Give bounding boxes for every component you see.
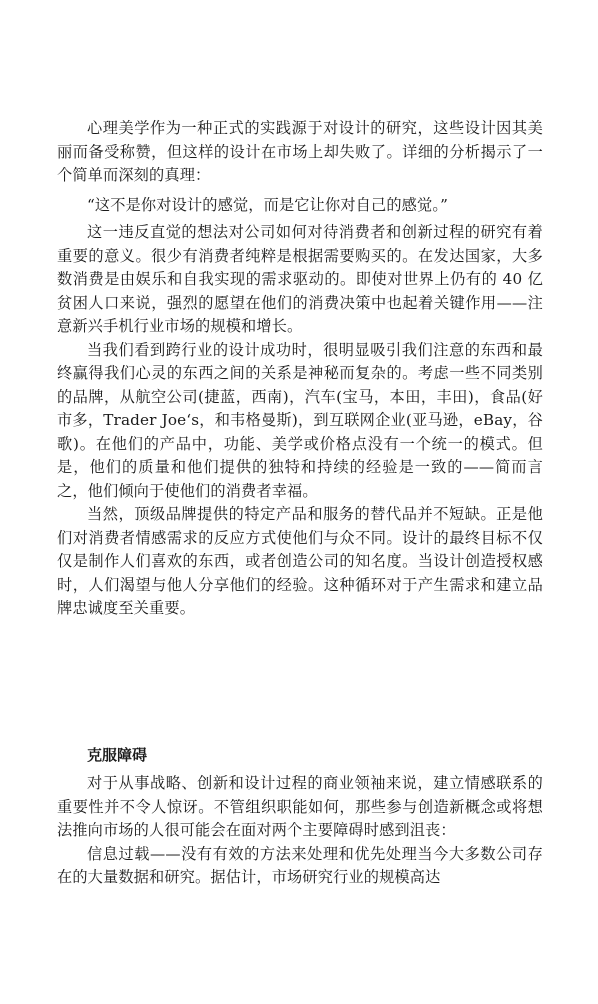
paragraph: 心理美学作为一种正式的实践源于对设计的研究，这些设计因其美丽而备受称赞，但这样的设计在市场上却失败了。详细的分析揭示了一个简单而深刻的真理： xyxy=(57,119,543,184)
section-heading: 克服障碍 xyxy=(87,746,148,764)
main-text xyxy=(57,117,543,621)
paragraph: 对于从事战略、创新和设计过程的商业领袖来说，建立情感联系的重要性并不令人惊讶。不管组织职能如何，那些参与创造新概念或将想法推向市场的人很可能会在面对两个主要障碍时感到沮丧： xyxy=(57,774,543,839)
paragraph: 当然，顶级品牌提供的特定产品和服务的替代品并不短缺。正是他们对消费者情感需求的反应方式使他们与众不同。设计的最终目标不仅仅是制作人们喜欢的东西，或者创造公司的知名度。当设计创造授权感时，人们渴望与他人分享他们的经验。这种循环对于产生需求和建立品牌忠诚度至关重要。 xyxy=(57,505,543,617)
quote-paragraph: “这不是你对设计的感觉，而是它让你对自己的感觉。” xyxy=(87,195,448,214)
paragraph: 当我们看到跨行业的设计成功时，很明显吸引我们注意的东西和最终赢得我们心灵的东西之间的关系是神秘而复杂的。考虑一些不同类别的品牌，从航空公司(捷蓝，西南)，汽车(宝马，本田，丰田)，食品(好市多，Trader Joe‘s，和韦格曼斯)，到互联网企业(亚马逊，eBay，谷歌)。在他们的产品中，功能、美学或价格点没有一个统一的模式。但是，他们的质量和他们提供的独特和持续的经验是一致的——简而言之，他们倾向于使他们的消费者幸福。 xyxy=(57,340,543,500)
paragraph: 信息过载——没有有效的方法来处理和优先处理当今大多数公司存在的大量数据和研究。据估计，市场研究行业的规模高达 xyxy=(57,844,543,886)
section-text xyxy=(57,772,543,890)
paragraph: 这一违反直觉的想法对公司如何对待消费者和创新过程的研究有着重要的意义。很少有消费者纯粹是根据需要购买的。在发达国家，大多数消费是由娱乐和自我实现的需求驱动的。即使对世界上仍有的 40 亿贫困人口来说，强烈的愿望在他们的消费决策中也起着关键作用——注意新兴手机行业市场的规模和增长。 xyxy=(57,223,543,335)
